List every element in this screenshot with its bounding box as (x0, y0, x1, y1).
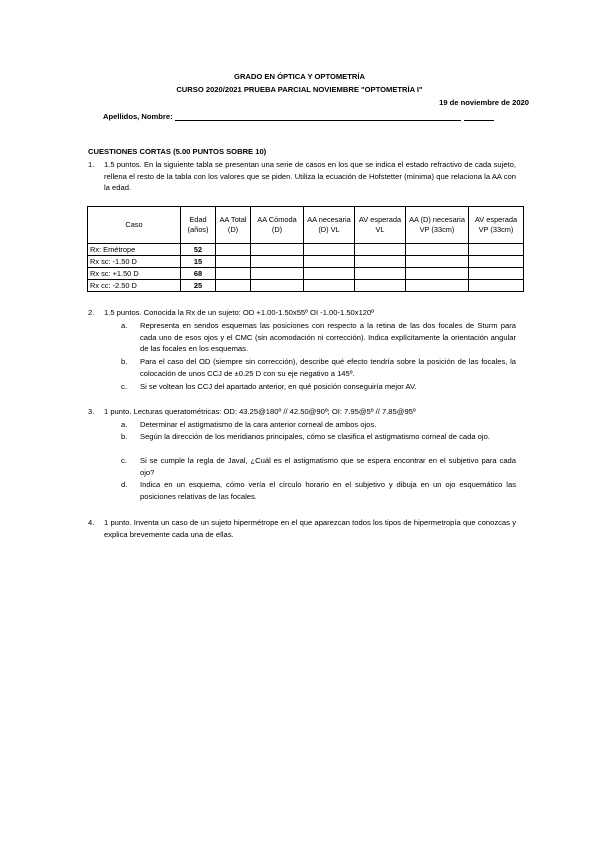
question-1-number: 1. (88, 160, 95, 169)
name-underline (175, 112, 461, 121)
question-3d (104, 479, 516, 502)
item-letter: c. (121, 456, 127, 465)
cell-caso: Rx sc: -1.50 D (88, 256, 181, 268)
question-4 (88, 517, 516, 540)
cell-empty[interactable] (251, 256, 304, 268)
cell-empty[interactable] (355, 268, 406, 280)
name-field[interactable] (103, 112, 494, 121)
question-2-text: 1.5 puntos. Conocida la Rx de un sujeto: OD +1.00-1.50x55º OI -1.00-1.50x120º (104, 308, 375, 317)
question-2b (104, 356, 516, 379)
name-underline-end (464, 112, 494, 121)
table-row (88, 244, 524, 256)
cell-empty[interactable] (216, 256, 251, 268)
header-edad: Edad (años) (181, 207, 216, 244)
cell-empty[interactable] (469, 280, 524, 292)
cell-empty[interactable] (304, 280, 355, 292)
cell-empty[interactable] (406, 244, 469, 256)
question-3b (104, 431, 516, 443)
header-caso: Caso (88, 207, 181, 244)
cell-empty[interactable] (406, 268, 469, 280)
question-3c (104, 455, 516, 478)
name-label: Apellidos, Nombre: (103, 112, 173, 121)
cell-edad: 68 (181, 268, 216, 280)
header-aa-total: AA Total (D) (216, 207, 251, 244)
question-2-number: 2. (88, 308, 95, 317)
cell-empty[interactable] (216, 280, 251, 292)
cell-empty[interactable] (251, 268, 304, 280)
header-aa-necesaria-vl: AA necesaria (D) VL (304, 207, 355, 244)
header-aa-comoda: AA Cómoda (D) (251, 207, 304, 244)
cell-caso: Rx cc: -2.50 D (88, 280, 181, 292)
question-1 (88, 159, 516, 194)
cell-empty[interactable] (304, 268, 355, 280)
table-row (88, 280, 524, 292)
cell-empty[interactable] (355, 244, 406, 256)
cell-empty[interactable] (304, 244, 355, 256)
cell-empty[interactable] (355, 256, 406, 268)
item-text: Si se voltean los CCJ del apartado anterior, en qué posición conseguiría mejor AV. (140, 382, 417, 391)
question-2a (104, 320, 516, 355)
question-3-number: 3. (88, 407, 95, 416)
cell-empty[interactable] (355, 280, 406, 292)
cell-empty[interactable] (406, 280, 469, 292)
question-2 (88, 307, 516, 319)
question-3 (88, 406, 516, 418)
question-3-text: 1 punto. Lecturas queratométricas: OD: 43.25@180º // 42.50@90º; OI: 7.95@5º // 7.85@95º (104, 407, 416, 416)
table-header-row (88, 207, 524, 244)
cell-edad: 52 (181, 244, 216, 256)
cell-caso: Rx: Emétrope (88, 244, 181, 256)
item-text: Determinar el astigmatismo de la cara anterior corneal de ambos ojos. (140, 420, 377, 429)
cell-empty[interactable] (216, 244, 251, 256)
section-title: CUESTIONES CORTAS (5.00 PUNTOS SOBRE 10) (88, 147, 267, 156)
cell-edad: 15 (181, 256, 216, 268)
cell-caso: Rx sc: +1.50 D (88, 268, 181, 280)
cell-empty[interactable] (469, 244, 524, 256)
question-4-text: 1 punto. Inventa un caso de un sujeto hipermétrope en el que aparezcan todos los tipos de hipermetropía que conozcas y explica brevemente cada una de ellas. (104, 518, 516, 539)
header-av-esperada-vp: AV esperada VP (33cm) (469, 207, 524, 244)
course-title: CURSO 2020/2021 PRUEBA PARCIAL NOVIEMBRE "OPTOMETRÍA I" (176, 85, 423, 94)
item-text: Para el caso del OD (siempre sin corrección), describe qué efecto tendría sobre la posición de las focales, la colocación de unos CCJ de ±0.25 D con su eje negativo a 145º. (140, 357, 516, 378)
item-letter: a. (121, 420, 128, 429)
question-1-text: 1.5 puntos. En la siguiente tabla se presentan una serie de casos en los que se indica el estado refractivo de cada sujeto, rellena el resto de la tabla con los valores que se piden. Utiliza la ecuación de Hofstetter (mínima) que relaciona la AA con la edad. (104, 160, 516, 192)
cell-empty[interactable] (304, 256, 355, 268)
item-text: Si se cumple la regla de Javal, ¿Cuál es el astigmatismo que se espera encontrar en el subjetivo para cada ojo? (140, 456, 516, 477)
item-letter: a. (121, 321, 128, 330)
cell-empty[interactable] (469, 256, 524, 268)
question-4-number: 4. (88, 518, 95, 527)
item-letter: b. (121, 357, 128, 366)
cell-empty[interactable] (251, 244, 304, 256)
item-letter: b. (121, 432, 128, 441)
question-3a (104, 419, 516, 431)
exam-date: 19 de noviembre de 2020 (439, 98, 529, 107)
question-2c (104, 381, 516, 393)
cell-empty[interactable] (406, 256, 469, 268)
item-text: Representa en sendos esquemas las posiciones con respecto a la retina de las dos focales de Sturm para cada uno de esos ojos y el CMC (sin acomodación ni corrección). Indica explícitamente la orientación angular de las focales en los esquemas. (140, 321, 516, 353)
table-row (88, 268, 524, 280)
cell-edad: 25 (181, 280, 216, 292)
item-letter: d. (121, 480, 128, 489)
item-text: Según la dirección de los meridianos principales, cómo se clasifica el astigmatismo corneal de cada ojo. (140, 432, 490, 441)
cell-empty[interactable] (251, 280, 304, 292)
item-letter: c. (121, 382, 127, 391)
item-text: Indica en un esquema, cómo vería el círculo horario en el subjetivo y dibuja en un ojo esquemático las posiciones relativas de las focales. (140, 480, 516, 501)
cell-empty[interactable] (216, 268, 251, 280)
header-aa-necesaria-vp: AA (D) necesaria VP (33cm) (406, 207, 469, 244)
cases-table (87, 206, 524, 292)
header-av-esperada-vl: AV esperada VL (355, 207, 406, 244)
cell-empty[interactable] (469, 268, 524, 280)
table-row (88, 256, 524, 268)
degree-title: GRADO EN ÓPTICA Y OPTOMETRÍA (234, 72, 365, 81)
